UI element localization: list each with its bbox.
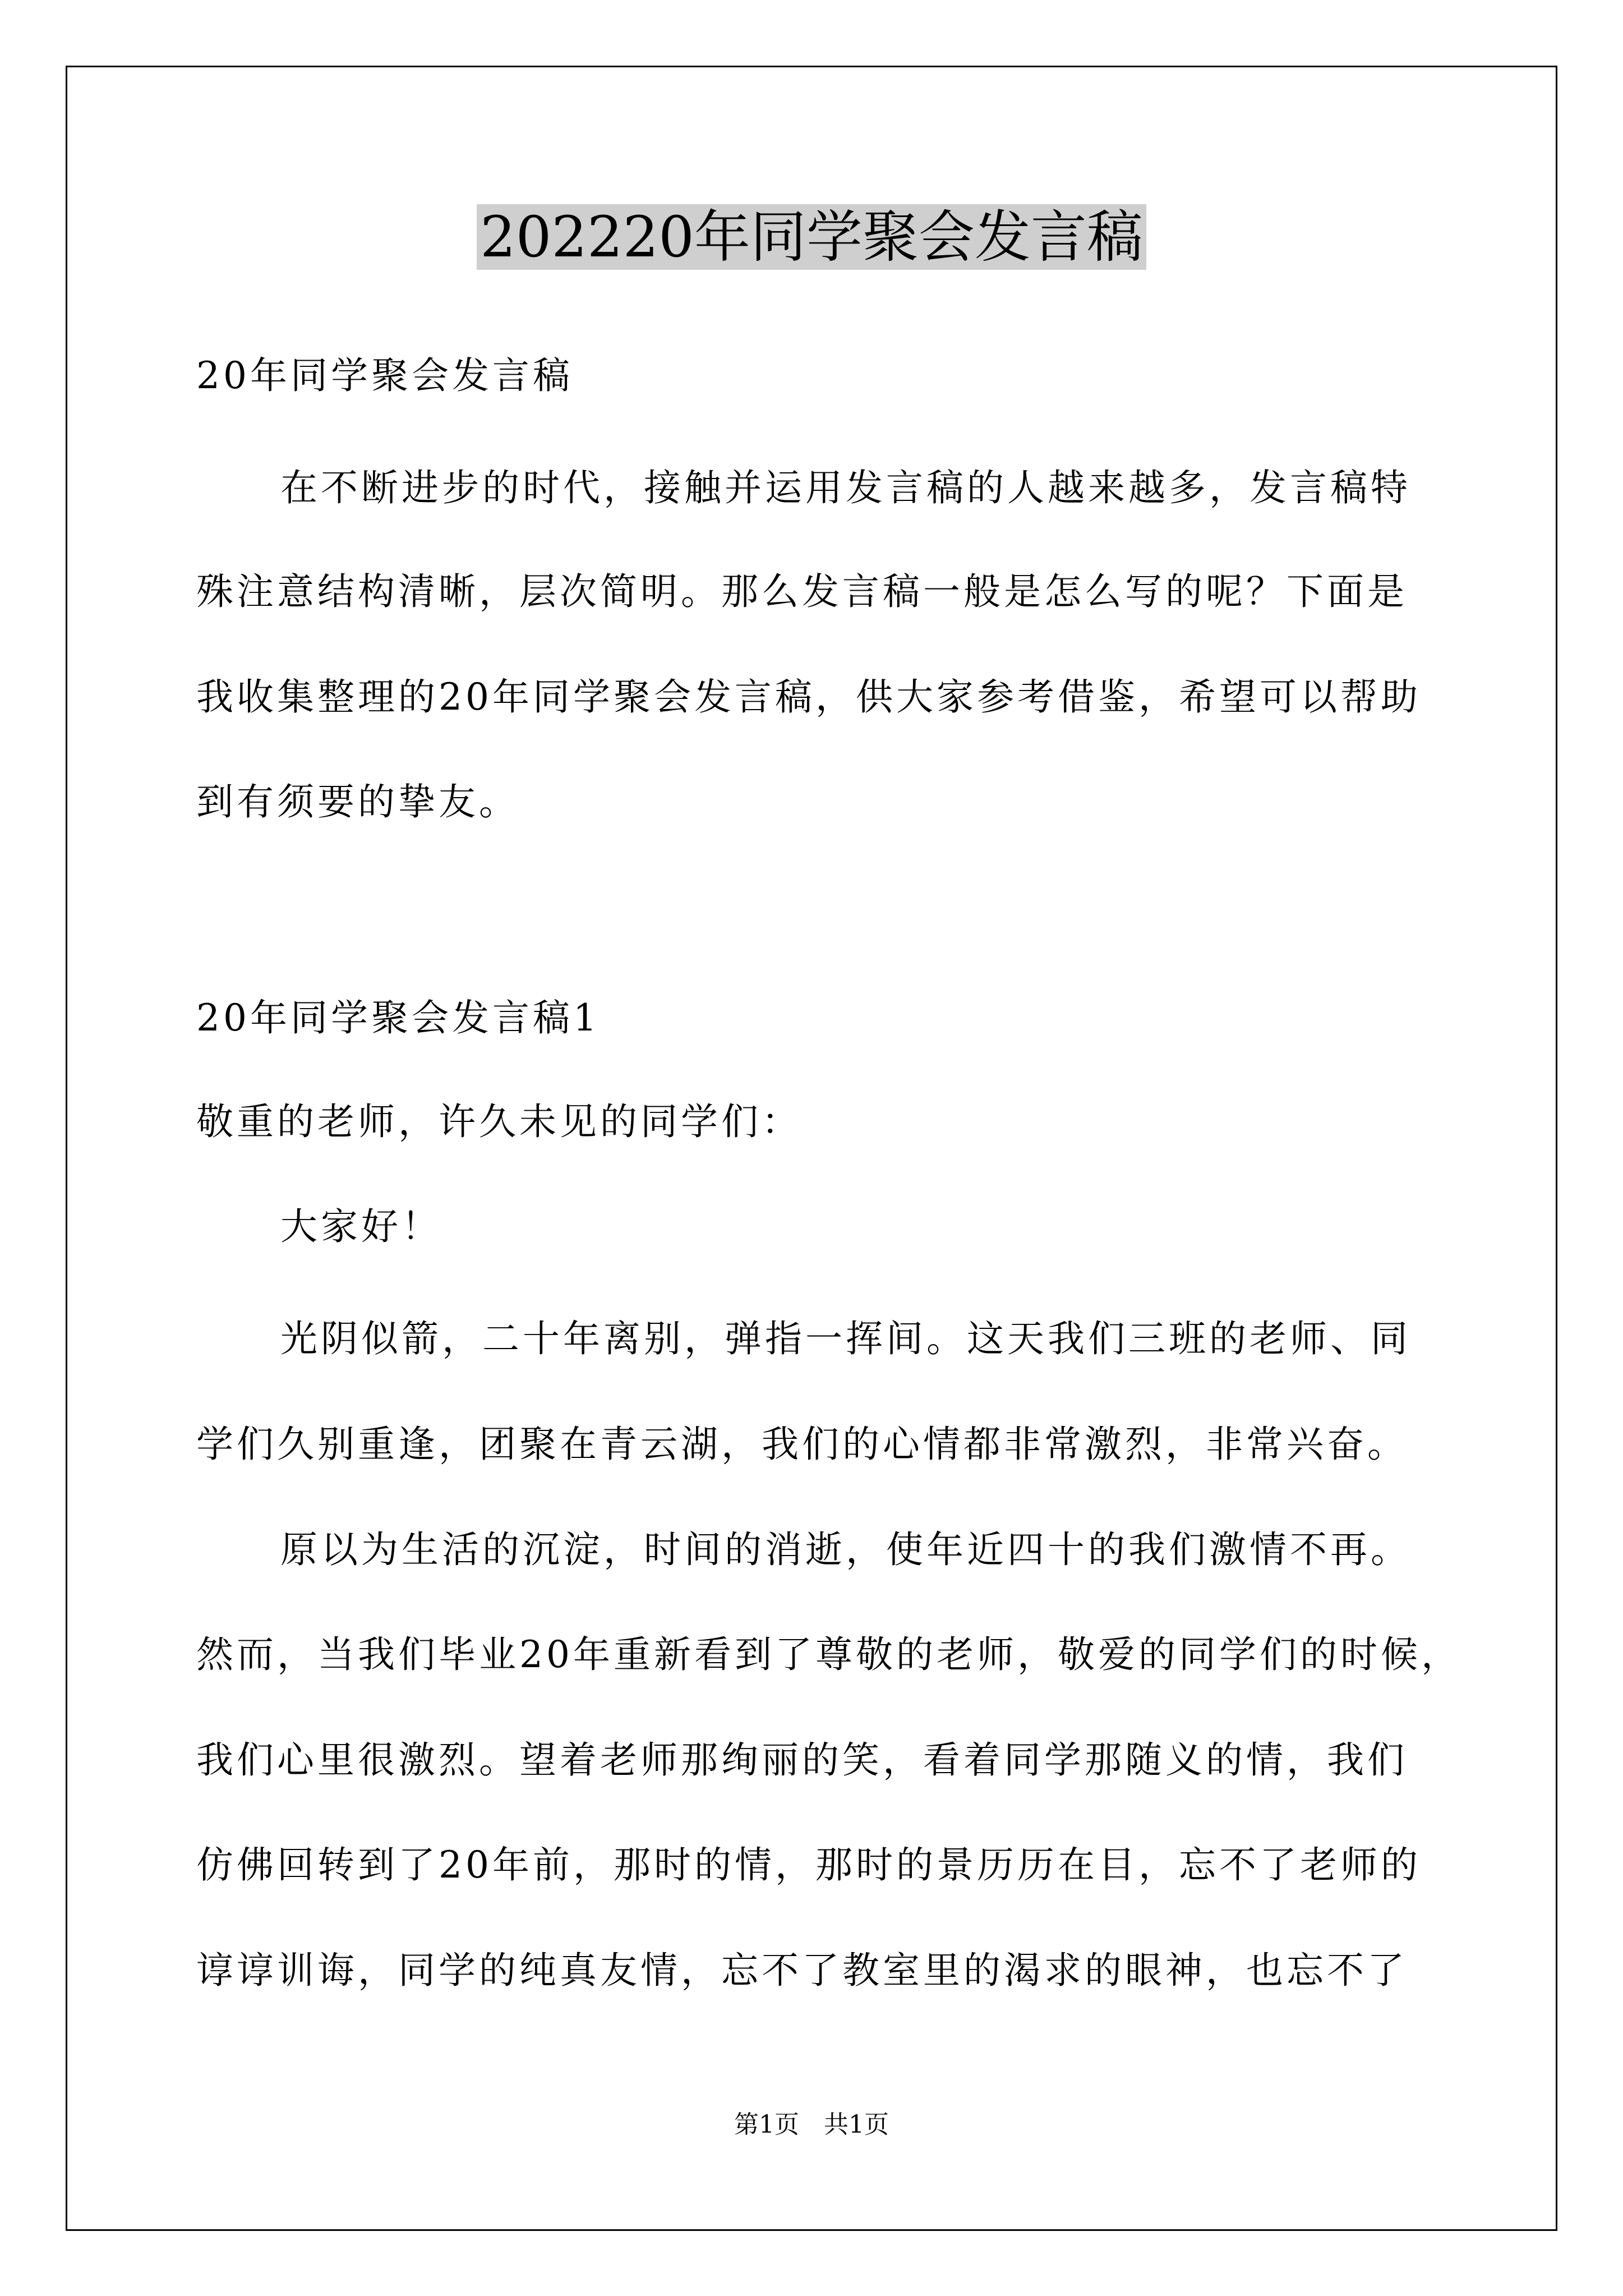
paragraph-line: 仿佛回转到了20年前，那时的情，那时的景历历在目，忘不了老师的 [196,1843,1421,1887]
greeting: 大家好！ [280,1205,442,1248]
paragraph-line: 在不断进步的时代，接触并运用发言稿的人越来越多，发言稿特 [280,466,1411,509]
salutation: 敬重的老师，许久未见的同学们： [196,1100,802,1143]
subtitle: 20年同学聚会发言稿 [196,354,573,397]
paragraph-line: 谆谆训诲，同学的纯真友情，忘不了教室里的渴求的眼神，也忘不了 [196,1949,1408,1992]
document-title [0,201,1623,274]
paragraph-line: 殊注意结构清晰，层次简明。那么发言稿一般是怎么写的呢？下面是 [196,570,1408,613]
paragraph-line: 学们久别重逢，团聚在青云湖，我们的心情都非常激烈，非常兴奋。 [196,1423,1408,1466]
paragraph-line: 原以为生活的沉淀，时间的消逝，使年近四十的我们激情不再。 [280,1528,1411,1571]
paragraph-line: 然而，当我们毕业20年重新看到了尊敬的老师，敬爱的同学们的时候， [196,1633,1461,1676]
page-footer: 第1页 共1页 [734,2110,889,2139]
section-heading: 20年同学聚会发言稿1 [196,996,600,1039]
paragraph-line: 我们心里很激烈。望着老师那绚丽的笑，看着同学那随义的情，我们 [196,1738,1408,1782]
paragraph-line: 到有须要的挚友。 [196,780,519,823]
paragraph-line: 我收集整理的20年同学聚会发言稿，供大家参考借鉴，希望可以帮助 [196,675,1421,719]
document-title-text: 202220年同学聚会发言稿 [477,204,1146,270]
paragraph-line: 光阴似箭，二十年离别，弹指一挥间。这天我们三班的老师、同 [280,1317,1411,1360]
